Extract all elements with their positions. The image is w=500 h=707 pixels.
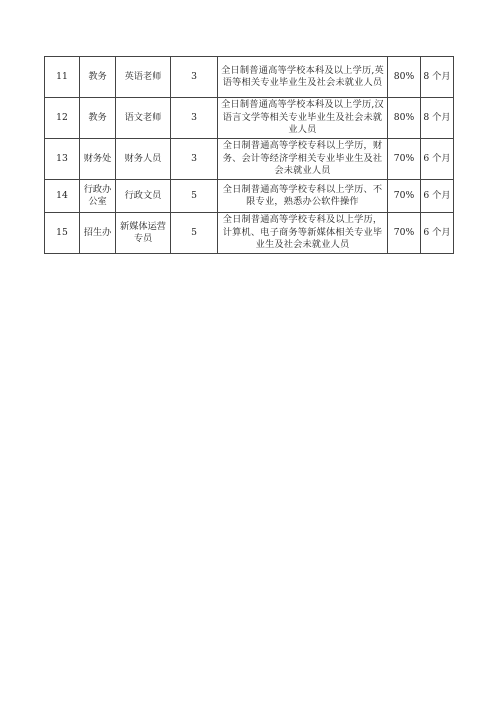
requirements: 全日制普通高等学校本科及以上学历,汉语言文学等相关专业毕业生及社会未就业人员: [218, 98, 388, 139]
recruitment-table: [44, 56, 454, 254]
row-number: 13: [45, 139, 80, 180]
duration: 8 个月: [421, 98, 454, 139]
headcount: 3: [171, 139, 218, 180]
department: 行政办公室: [80, 180, 116, 213]
rate: 80%: [388, 98, 421, 139]
requirements: 全日制普通高等学校专科及以上学历，计算机、电子商务等新媒体相关专业毕业生及社会未就业人员: [218, 213, 388, 254]
row-number: 14: [45, 180, 80, 213]
duration: 6 个月: [421, 139, 454, 180]
department: 财务处: [80, 139, 116, 180]
duration: 8 个月: [421, 57, 454, 98]
table-row: [45, 57, 454, 98]
department: 教务: [80, 57, 116, 98]
row-number: 12: [45, 98, 80, 139]
table-row: [45, 98, 454, 139]
requirements: 全日制普通高等学校本科及以上学历,英语等相关专业毕业生及社会未就业人员: [218, 57, 388, 98]
duration: 6 个月: [421, 213, 454, 254]
headcount: 5: [171, 213, 218, 254]
table-row: [45, 139, 454, 180]
duration: 6 个月: [421, 180, 454, 213]
headcount: 5: [171, 180, 218, 213]
department: 教务: [80, 98, 116, 139]
headcount: 3: [171, 98, 218, 139]
position: 行政文员: [116, 180, 171, 213]
requirements: 全日制普通高等学校专科以上学历、不限专业，熟悉办公软件操作: [218, 180, 388, 213]
rate: 70%: [388, 213, 421, 254]
position: 语文老师: [116, 98, 171, 139]
department: 招生办: [80, 213, 116, 254]
table-row: [45, 180, 454, 213]
rate: 70%: [388, 139, 421, 180]
headcount: 3: [171, 57, 218, 98]
row-number: 15: [45, 213, 80, 254]
position: 新媒体运营专员: [116, 213, 171, 254]
rate: 80%: [388, 57, 421, 98]
requirements: 全日制普通高等学校专科以上学历，财务、会计等经济学相关专业毕业生及社会未就业人员: [218, 139, 388, 180]
table-row: [45, 213, 454, 254]
rate: 70%: [388, 180, 421, 213]
position: 英语老师: [116, 57, 171, 98]
row-number: 11: [45, 57, 80, 98]
position: 财务人员: [116, 139, 171, 180]
